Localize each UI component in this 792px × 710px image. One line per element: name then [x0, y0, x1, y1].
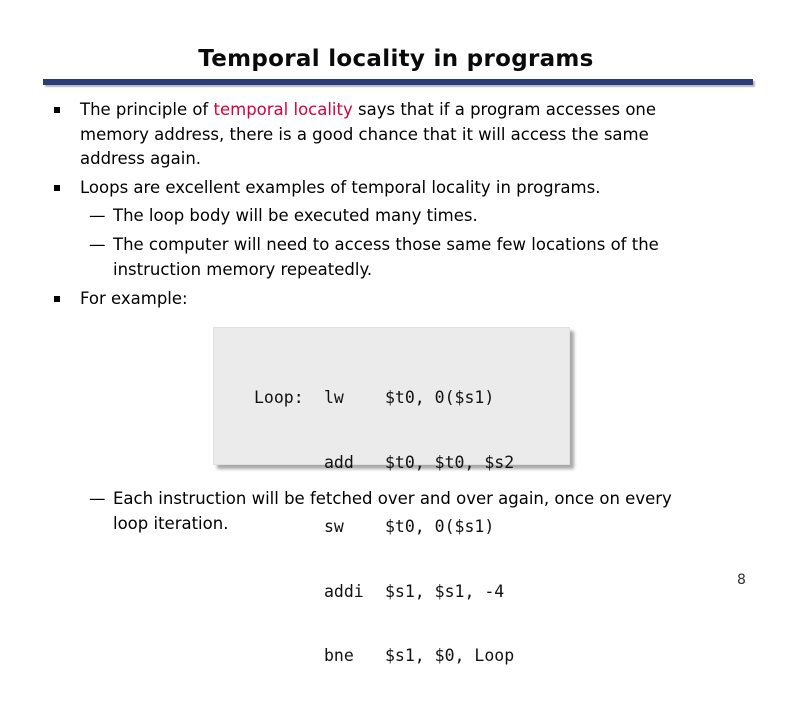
code-operands: $t0, $t0, $s2 [385, 452, 515, 472]
bullet-text-line: memory address, there is a good chance that it will access the same [80, 124, 649, 144]
bullet-marker [54, 185, 60, 191]
bullet-text: For example: [80, 289, 188, 308]
dash-marker: — [89, 235, 106, 254]
sub-bullet-line: loop iteration. [113, 513, 229, 533]
code-opcode: sw [324, 517, 344, 536]
slide-title: Temporal locality in programs [198, 46, 594, 72]
code-line [254, 452, 514, 474]
code-line [254, 645, 514, 667]
highlighted-term: temporal locality [213, 100, 353, 119]
bullet-text: Loops are excellent examples of temporal locality in programs. [80, 178, 601, 197]
sub-bullet-text [113, 487, 743, 536]
bullet-marker [54, 107, 60, 113]
code-operands: $t0, 0($s1) [385, 517, 495, 536]
dash-marker: — [89, 206, 106, 225]
sub-bullet-text [113, 233, 743, 282]
code-opcode: lw [324, 388, 344, 407]
bullet-text-line: address again. [80, 149, 202, 168]
sub-bullet-line: The loop body will be executed many times. [113, 206, 478, 225]
bullet-text-prefix: The principle of [80, 100, 214, 119]
sub-bullet-line: instruction memory repeatedly. [113, 259, 373, 279]
bullet-marker [54, 296, 60, 302]
bullet-text-rest: says that if a program accesses one [352, 100, 657, 119]
code-line [254, 581, 514, 603]
sub-bullet-text [113, 204, 743, 229]
page-number: 8 [737, 572, 746, 588]
code-operands: $s1, $0, Loop [385, 646, 515, 665]
code-opcode: add [324, 452, 354, 472]
code-opcode: addi [324, 581, 364, 601]
code-label: Loop: [254, 388, 304, 407]
code-opcode: bne [324, 646, 354, 665]
bullet-text [80, 98, 740, 172]
code-operands: $s1, $s1, -4 [385, 581, 505, 601]
code-line [254, 387, 514, 409]
sub-bullet-line: Each instruction will be fetched over and over again, once on every [113, 489, 672, 508]
dash-marker: — [89, 489, 106, 508]
code-operands: $t0, 0($s1) [385, 388, 495, 407]
sub-bullet-line: The computer will need to access those same few locations of the [113, 235, 659, 254]
title-divider [43, 79, 753, 85]
